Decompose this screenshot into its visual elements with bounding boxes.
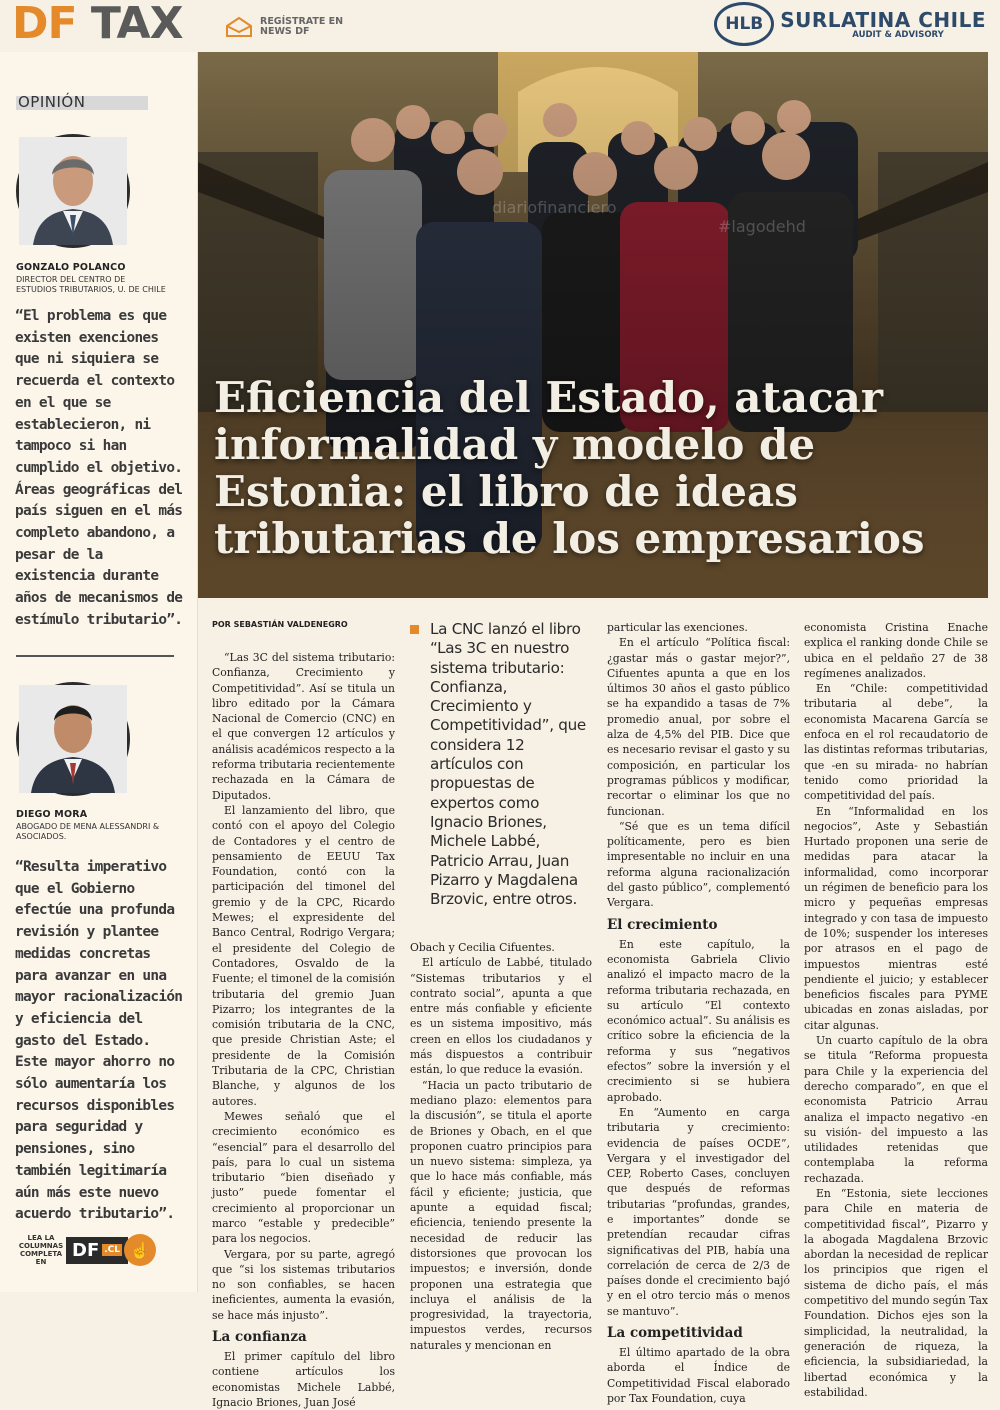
paragraph: En “Estonia, siete lecciones para Chile en materia de competitividad fiscal”, Pizarro y la abogada Magdalena Brzovic abordan la necesidad de replicar los principios que rigen el sistema de dicho país, el más competitivo del mundo según Tax Foundation. Dichos ejes son la simplicidad, la neutralidad, la generación de riqueza, la eficiencia, la subsidiariedad, la libertad económica y la estabilidad.: [804, 1186, 988, 1399]
brand-tax: TAX: [90, 0, 183, 49]
paragraph: “Hacia un pacto tributario de mediano plazo: elementos para la discusión”, se titula el aporte de Briones y Obach, en el que proponen cuatro principios para un nuevo sistema: simpleza, ya que lo hace más confiable, más fácil y eficiente; justicia, que apunte a equidad fiscal; eficiencia, teniendo presente la necesidad de reducir las distorsiones que provocan los impuestos; e inversión, donde proponen una estrategia que incluya el análisis de la progresividad, la trayectoria, impuestos verdes, recursos naturales y mencionan en: [410, 1078, 592, 1352]
paragraph: Vergara, por su parte, agregó que “si los sistemas tributarios no son confiables, se hacen ineficientes, aumenta la evasión, se hace más injusto”.: [212, 1247, 395, 1322]
author2-name: DIEGO MORA: [16, 809, 88, 820]
watermark: #lagodehd: [718, 217, 806, 236]
sponsor-subtitle: AUDIT & ADVISORY: [852, 29, 944, 40]
section-heading: La competitividad: [607, 1325, 743, 1342]
author1-name: GONZALO POLANCO: [16, 262, 126, 273]
page-header: [0, 0, 1000, 52]
paragraph: particular las exenciones.: [607, 621, 748, 634]
section-heading: El crecimiento: [607, 916, 718, 933]
article-column-1: [212, 650, 395, 1410]
paragraph: En este capítulo, la economista Gabriela Clivio analizó el impacto macro de la reforma tributaria rechazada, en su artículo “El contexto económico actual”. Su análisis es crítico sobre la eficiencia de la reforma y sus “negativos efectos” sobre la inversión y el crecimiento si se hubiera aprobado.: [607, 937, 790, 1104]
hlb-logo: HLB: [714, 2, 774, 46]
opinion-label: OPINIÓN: [16, 96, 148, 110]
separator: [16, 655, 174, 657]
author2-quote: “Resulta imperativo que el Gobierno efectúe una profunda revisión y plantee medidas concretas para avanzar en una mayor racionalización y eficiencia del gasto del Estado. Este mayor ahorro no sólo aumentaría los recursos disponibles para seguridad y pensiones, sino también legitimaría aún más este nuevo acuerdo tributario”.: [15, 859, 183, 1223]
watermark: diariofinanciero: [492, 198, 617, 217]
paragraph: El primer capítulo del libro contiene artículos los economistas Michele Labbé, Ignacio Briones, Juan José: [212, 1350, 395, 1409]
envelope-icon: [224, 16, 254, 38]
brand-df: DF: [12, 0, 77, 49]
article-column-2: [410, 940, 592, 1353]
paragraph: En “Informalidad en los negocios”, Aste y Sebastián Hurtado proponen una serie de medidas para atacar la informalidad, como incorporar un régimen de beneficio para los micro y pequeñas empresas integrado y con tasa de impuesto de 10%; suspender los intereses por atrasos en el pago de impuestos mientras esté pendiente el juicio; y establecer beneficios fiscales para PYME ubicadas en zonas aisladas, por citar algunas.: [804, 804, 988, 1032]
paragraph: El último apartado de la obra aborda el Índice de Competitividad Fiscal elaborado por Tax Foundation, cuya: [607, 1346, 790, 1405]
df-cl-logo: DF .CL: [66, 1237, 128, 1264]
group-photo: [198, 52, 988, 598]
byline: POR SEBASTIÁN VALDENEGRO: [212, 620, 348, 629]
paragraph: “Sé que es un tema difícil políticamente, pero es bien impresentable no incluir en una reforma alguna racionalización del gasto público”, complementó Vergara.: [607, 819, 790, 910]
paragraph: Un cuarto capítulo de la obra se titula “Reforma propuesta para Chile y la experiencia del derecho comparado”, en que el economista Patricio Arrau analiza el impacto negativo -en su visión- del impuesto a las utilidades retenidas que contemplaba la reforma rechazada.: [804, 1034, 988, 1185]
paragraph: En el artículo “Política fiscal: ¿gastar más o gastar mejor?”, Cifuentes apunta a que en los últimos 30 años el gasto público se ha expandido a tasas de 7% promedio anual, por sobre el alza de 4,5% del PIB. Dice que es necesario revisar el gasto y su composición, en particular los programas públicos y modificar, recortar o eliminar los que no funcionan.: [607, 636, 790, 818]
paragraph: El artículo de Labbé, titulado “Sistemas tributarios y el contrato social”, apunta a que entre más confiable y eficiente es un sistema impositivo, más creen en ellos los ciudadanos y más dispuestos a contribuir están, lo que reduce la evasión.: [410, 956, 592, 1077]
article-column-4: [804, 620, 988, 1400]
article-column-3: [607, 620, 790, 1406]
author2-role: ABOGADO DE MENA ALESSANDRI & ASOCIADOS.: [16, 822, 160, 841]
read-full-text: LEA LA COLUMNAS COMPLETA EN: [18, 1234, 64, 1266]
sponsor-logo[interactable]: [714, 2, 986, 46]
sponsor-name: SURLATINA CHILE: [780, 7, 986, 32]
paragraph: “Las 3C del sistema tributario: Confianza, Crecimiento y Competitividad”. Así se titula un libro editado por la Cámara Nacional de Comercio (CNC) en el que convergen 12 artículos y análisis académicos respecto a la reforma tributaria recientemente rechazada en la Cámara de Diputados.: [212, 651, 395, 802]
register-text: REGÍSTRATE EN NEWS DF: [260, 16, 344, 37]
paragraph: En “Chile: competitividad tributaria al debe”, la economista Macarena García se enfoca en el rol recaudatorio de las distintas reformas tributarias, que -en su mirada- no habrían tenido como prioridad la competitividad del país.: [804, 682, 988, 803]
paragraph: El lanzamiento del libro, que contó con el apoyo del Colegio de Contadores y el centro de pensamiento de EEUU Tax Foundation, contó con la participación del timonel del gremio y de la CPC, Ricardo Mewes; el expresidente del Banco Central, Rodrigo Vergara; el presidente del Colegio de Contadores, Osvaldo de la Fuente; el timonel de la comisión tributaria del gremio Juan Pizarro; los integrantes de la comisión tributaria de la CNC, que preside Christian Aste; el presidente de la Comisión Tributaria de la CPC, Christian Blanche, y algunos de los autores.: [212, 803, 395, 1108]
headline: Eficiencia del Estado, atacar informalidad y modelo de Estonia: el libro de ideas tributarias de los empresarios: [214, 373, 925, 563]
paragraph: Obach y Cecilia Cifuentes.: [410, 941, 555, 954]
author2-avatar: [16, 682, 130, 796]
author1-role: DIRECTOR DEL CENTRO DE ESTUDIOS TRIBUTARIOS, U. DE CHILE: [16, 275, 166, 294]
read-full-column-link[interactable]: [16, 1230, 166, 1270]
author1-avatar: [16, 134, 130, 248]
section-heading: La confianza: [212, 1329, 307, 1346]
paragraph: En “Aumento en carga tributaria y crecimiento: evidencia de países OCDE”, Vergara y el investigador del CEP, Roberto Cases, concluyen que después de reformas tributarias “profundas, grandes, e importantes” donde se pretendían recaudar cifras significativas del PIB, había una correlación de cerca de 2/3 de países donde el crecimiento bajó y en el otro tercio más o menos se mantuvo”.: [607, 1105, 790, 1318]
author1-quote: “El problema es que existen exenciones que ni siquiera se recuerda el contexto en el que se establecieron, ni tampoco si han cumplido el objetivo. Áreas geográficas del país siguen en el más completo abandono, a pesar de la existencia durante años de mecanismos de estímulo tributario”.: [15, 308, 183, 628]
pullquote: La CNC lanzó el libro “Las 3C en nuestro sistema tributario: Confianza, Crecimiento y Competitividad”, que considera 12 artículos con propuestas de expertos como Ignacio Briones, Michele Labbé, Patricio Arrau, Juan Pizarro y Magdalena Brzovic, entre otros.: [410, 620, 590, 909]
hand-pointer-icon: ☝: [124, 1234, 156, 1266]
register-link[interactable]: [224, 16, 350, 38]
bullet-square-icon: [410, 625, 419, 634]
paragraph: Mewes señaló que el crecimiento económico es “esencial” para el desarrollo del país, para lo cual un sistema tributario “bien diseñado y justo” puede fomentar el crecimiento al proporcionar un marco “estable y predecible” para los negocios.: [212, 1109, 395, 1246]
opinion-sidebar: [0, 52, 198, 1292]
paragraph: economista Cristina Enache explica el ranking donde Chile se ubica en el peldaño 27 de 38 regímenes analizados.: [804, 621, 988, 680]
df-tax-logo[interactable]: [12, 0, 183, 48]
